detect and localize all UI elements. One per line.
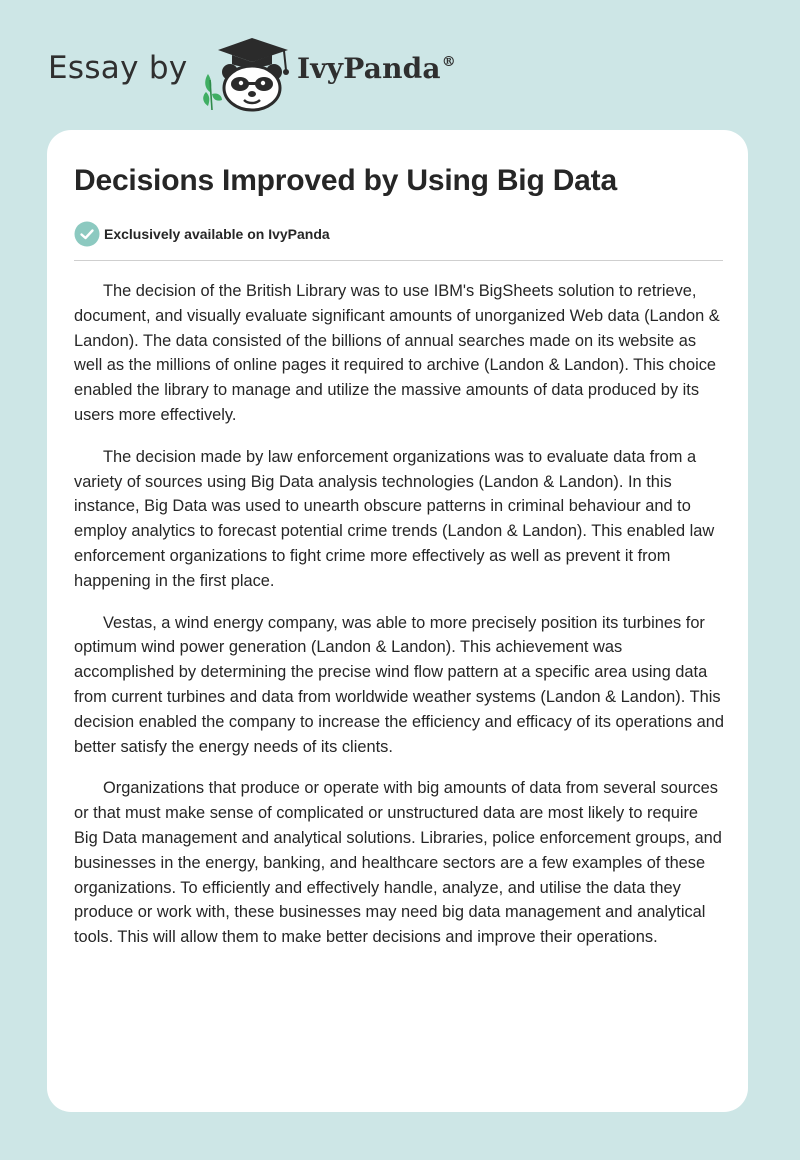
site-header bbox=[48, 36, 568, 112]
page-title: Decisions Improved by Using Big Data bbox=[74, 164, 617, 197]
check-circle-icon bbox=[74, 221, 100, 247]
essay-body bbox=[74, 279, 726, 967]
exclusive-badge bbox=[74, 221, 330, 247]
paragraph: The decision of the British Library was to use IBM's BigSheets solution to retrieve, document, and visually evaluate significant amounts of unorganized Web data (Landon & Landon). The data consisted of the billions of annual searches made on its website as well as the millions of online pages it required to archive (Landon & Landon). This choice enabled the library to manage and utilize the massive amounts of data produced by its users more effectively. bbox=[74, 282, 720, 424]
paragraph: The decision made by law enforcement organizations was to evaluate data from a variety of sources using Big Data analysis technologies (Landon & Landon). In this instance, Big Data was used to unearth obscure patterns in criminal behaviour and to employ analytics to forecast potential crime trends (Landon & Landon). This enabled law enforcement organizations to fight crime more effectively as well as prevent it from happening in the first place. bbox=[74, 447, 715, 590]
paragraph: Vestas, a wind energy company, was able to more precisely position its turbines for optimum wind power generation (Landon & Landon). This achievement was accomplished by determining the precise wind flow pattern at a specific area using data from current turbines and data from worldwide weather systems (Landon & Landon). This decision enabled the company to increase the efficiency and efficacy of its operations and better satisfy the energy needs of its clients. bbox=[74, 613, 724, 756]
ivypanda-logo-icon bbox=[200, 36, 296, 112]
brand-name: IvyPanda® bbox=[297, 52, 456, 85]
exclusive-badge-label: Exclusively available on IvyPanda bbox=[104, 226, 330, 242]
divider bbox=[74, 260, 723, 261]
essay-card bbox=[47, 130, 748, 1112]
paragraph: Organizations that produce or operate with big amounts of data from several sources or that must make sense of complicated or unstructured data are most likely to require Big Data management and analytical solutions. Libraries, police enforcement groups, and businesses in the energy, banking, and healthcare sectors are a few examples of these organizations. To efficiently and effectively handle, analyze, and utilise the data they produce or work with, these businesses may need big data management and analytical tools. This will allow them to make better decisions and improve their operations. bbox=[74, 779, 722, 947]
essay-by-label: Essay by bbox=[48, 50, 188, 86]
